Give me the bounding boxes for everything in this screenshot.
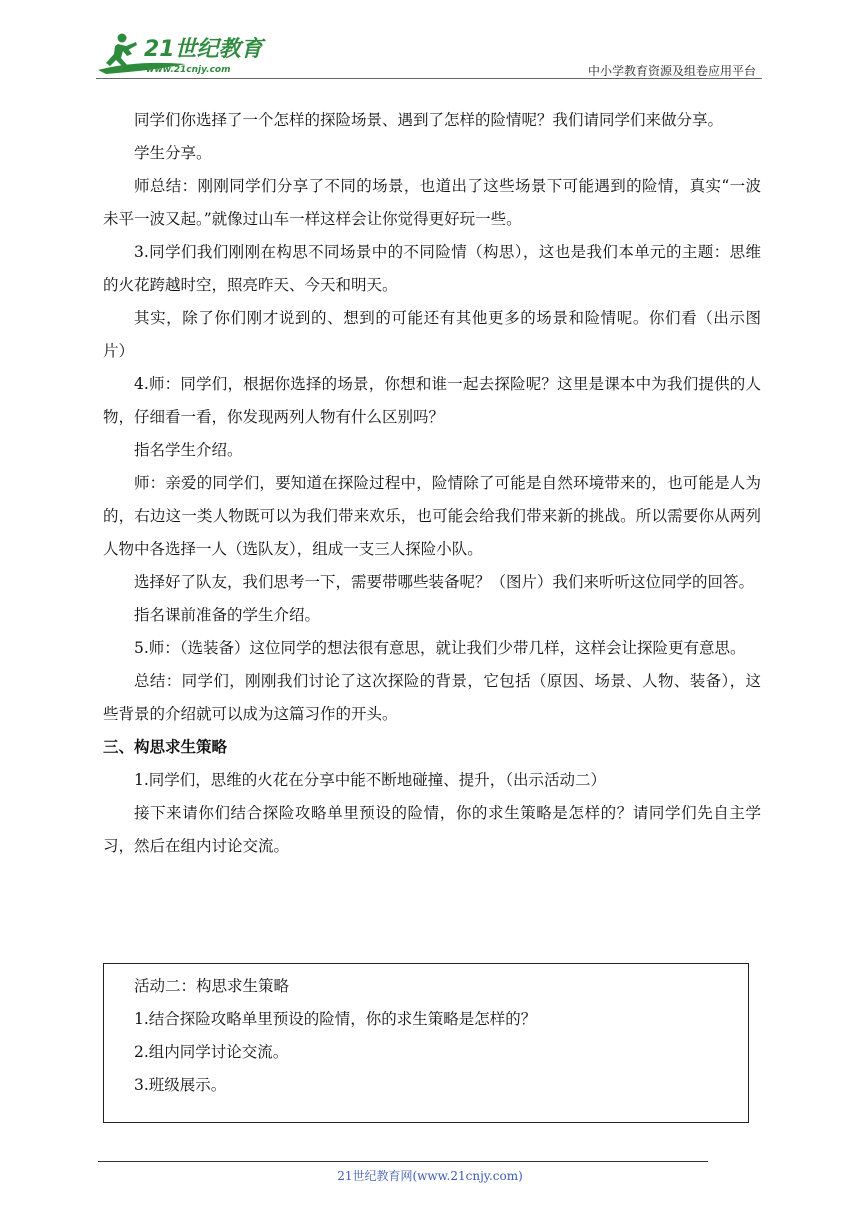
footer-divider [98, 1161, 708, 1162]
paragraph: 3.同学们我们刚刚在构思不同场景中的不同险情（构思），这也是我们本单元的主题：思维的火花跨越时空，照亮昨天、今天和明天。 [103, 243, 761, 294]
document-body [103, 104, 761, 863]
paragraph: 指名课前准备的学生介绍。 [134, 606, 321, 624]
paragraph: 师：亲爱的同学们，要知道在探险过程中，险情除了可能是自然环境带来的，也可能是人为的，右边这一类人物既可以为我们带来欢乐，也可能会给我们带来新的挑战。所以需要你从两列人物中各选择一人（选队友），组成一支三人探险小队。 [103, 474, 761, 558]
svg-text:21世纪教育: 21世纪教育 [144, 37, 263, 62]
paragraph: 学生分享。 [134, 144, 212, 162]
paragraph: 师总结：刚刚同学们分享了不同的场景，也道出了这些场景下可能遇到的险情，真实“一波未平一波又起。”就像过山车一样这样会让你觉得更好玩一些。 [103, 177, 761, 228]
page-header [0, 0, 860, 80]
paragraph: 选择好了队友，我们思考一下，需要带哪些装备呢？（图片）我们来听听这位同学的回答。 [134, 573, 755, 591]
activity-item: 2.组内同学讨论交流。 [134, 1043, 289, 1061]
header-divider [96, 78, 762, 79]
activity-title: 活动二：构思求生策略 [134, 977, 290, 995]
paragraph: 同学们你选择了一个怎样的探险场景、遇到了怎样的险情呢？我们请同学们来做分享。 [134, 111, 724, 129]
paragraph: 总结：同学们，刚刚我们讨论了这次探险的背景，它包括（原因、场景、人物、装备），这些背景的介绍就可以成为这篇习作的开头。 [103, 672, 761, 723]
activity-item: 1.结合探险攻略单里预设的险情，你的求生策略是怎样的？ [134, 1010, 537, 1028]
paragraph: 5.师：（选装备）这位同学的想法很有意思，就让我们少带几样，这样会让探险更有意思。 [134, 639, 746, 657]
paragraph: 指名学生介绍。 [134, 441, 243, 459]
section-heading: 三、构思求生策略 [103, 738, 228, 756]
activity-item: 3.班级展示。 [134, 1076, 227, 1094]
footer-link[interactable]: 21世纪教育网(www.21cnjy.com) [337, 1169, 523, 1183]
paragraph: 其实，除了你们刚才说到的、想到的可能还有其他更多的场景和险情呢。你们看（出示图片） [103, 309, 761, 360]
paragraph: 1.同学们，思维的火花在分享中能不断地碰撞、提升，（出示活动二） [134, 771, 607, 789]
platform-name: 中小学教育资源及组卷应用平台 [587, 64, 756, 78]
runner-logo-icon [96, 30, 266, 78]
site-logo [96, 30, 266, 78]
paragraph: 4.师：同学们，根据你选择的场景，你想和谁一起去探险呢？这里是课本中为我们提供的人物，仔细看一看，你发现两列人物有什么区别吗？ [103, 375, 761, 426]
svg-text:www.21cnjy.com: www.21cnjy.com [146, 65, 231, 75]
paragraph: 接下来请你们结合探险攻略单里预设的险情，你的求生策略是怎样的？请同学们先自主学习，然后在组内讨论交流。 [103, 804, 761, 855]
activity-box [103, 963, 749, 1123]
